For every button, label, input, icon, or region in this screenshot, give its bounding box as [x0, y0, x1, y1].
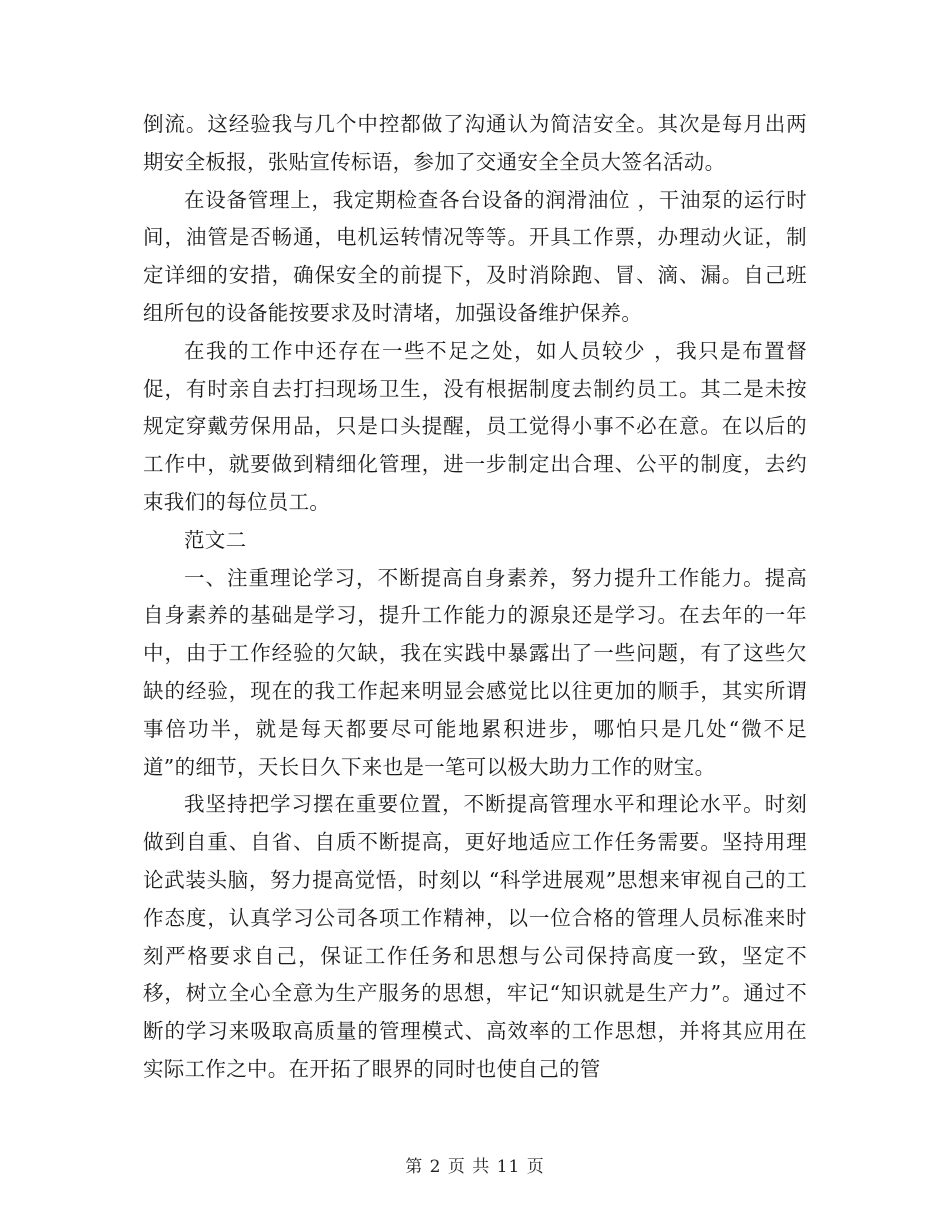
paragraph-5: 我坚持把学习摆在重要位置，不断提高管理水平和理论水平。时刻做到自重、自省、自质不断提高，更好地适应工作任务需要。坚持用理论武装头脑，努力提高觉悟，时刻以 “科学进展观”思想来审视自己的工作态度，认真学习公司各项工作精神，以一位合格的管理人员标准来时刻严格要求自己，保证工作任务和思想与公司保持高度一致，坚定不移，树立全心全意为生产服务的思想，牢记“知识就是生产力”。通过不断的学习来吸取高质量的管理模式、高效率的工作思想，并将其应用在实际工作之中。在开拓了眼界的同时也使自己的管 — [143, 792, 807, 1081]
page-number: 第 2 页 共 11 页 — [405, 1157, 545, 1177]
paragraph-2: 在设备管理上，我定期检查各台设备的润滑油位 ，干油泵的运行时间，油管是否畅通，电机运转情况等等。开具工作票，办理动火证，制定详细的安措，确保安全的前提下，及时消除跑、冒、滴、漏。自己班组所包的设备能按要求及时清堵，加强设备维护保养。 — [143, 187, 807, 325]
paragraph-4: 一、注重理论学习，不断提高自身素养，努力提升工作能力。提高自身素养的基础是学习，提升工作能力的源泉还是学习。在去年的一年中，由于工作经验的欠缺，我在实践中暴露出了一些问题，有了这些欠缺的经验，现在的我工作起来明显会感觉比以往更加的顺手，其实所谓事倍功半，就是每天都要尽可能地累积进步，哪怕只是几处“微不足道”的细节，天长日久下来也是一笔可以极大助力工作的财宝。 — [143, 565, 807, 779]
section-heading: 范文二 — [184, 527, 247, 552]
paragraph-1: 倒流。这经验我与几个中控都做了沟通认为简洁安全。其次是每月出两期安全板报，张贴宣传标语，参加了交通安全全员大签名活动。 — [143, 112, 807, 174]
page-footer — [0, 1152, 950, 1177]
document-body — [143, 106, 807, 1089]
paragraph-3: 在我的工作中还存在一些不足之处，如人员较少 ，我只是布置督促，有时亲自去打扫现场卫生，没有根据制度去制约员工。其二是未按规定穿戴劳保用品，只是口头提醒，员工觉得小事不必在意。在以后的工作中，就要做到精细化管理，进一步制定出合理、公平的制度，去约束我们的每位员工。 — [143, 338, 807, 514]
